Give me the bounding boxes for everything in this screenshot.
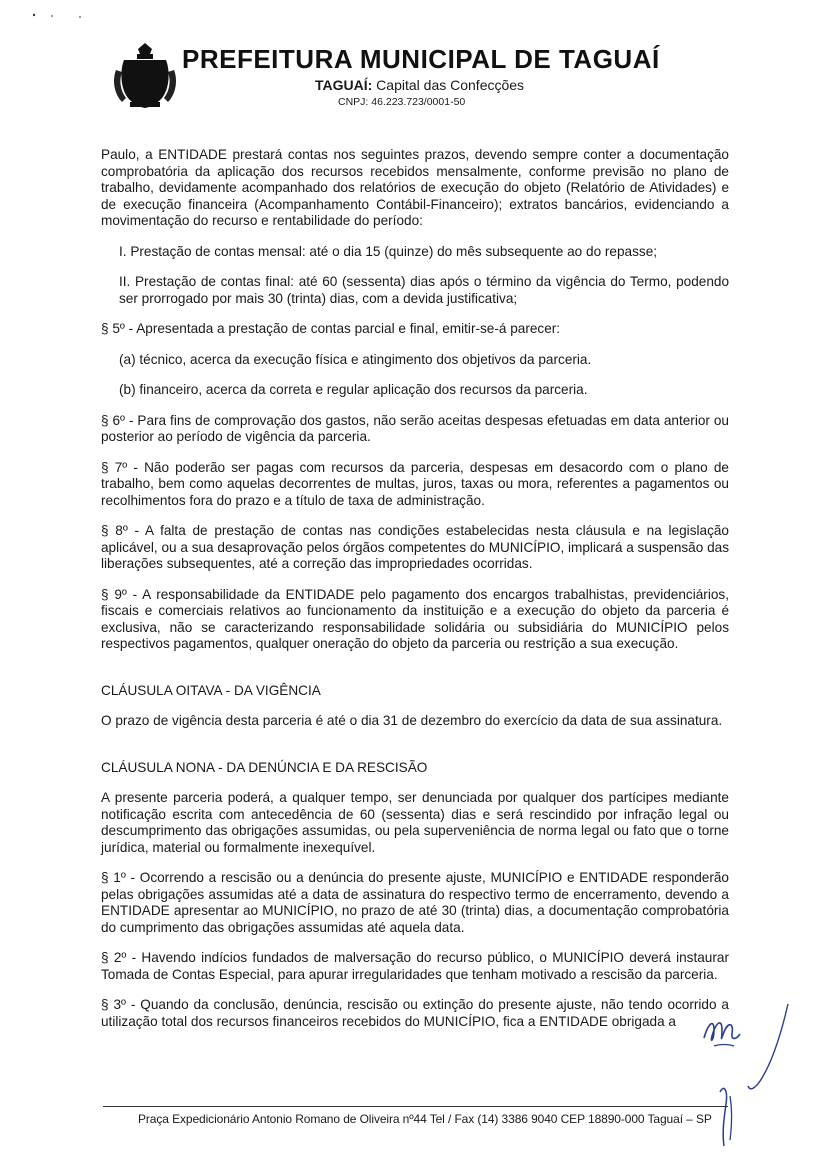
clause-heading: CLÁUSULA NONA - DA DENÚNCIA E DA RESCISÃO: [101, 759, 428, 775]
letterhead-cnpj: CNPJ: 46.223.723/0001-50: [338, 96, 466, 108]
paragraph: (b) financeiro, acerca da correta e regular aplicação dos recursos da parceria.: [119, 382, 588, 397]
handwritten-initials: [690, 1000, 800, 1150]
document-body: [101, 147, 729, 1030]
paragraph: § 2º - Havendo indícios fundados de malversação do recurso público, o MUNICÍPIO deverá instaurar Tomada de Contas Especial, para apurar irregularidades que tenham motivado a rescisão da parceria.: [101, 950, 729, 982]
letterhead-subtitle: [315, 77, 524, 93]
paragraph: § 8º - A falta de prestação de contas nas condições estabelecidas nesta cláusula e na legislação aplicável, ou a sua desaprovação pelos órgãos competentes do MUNICÍPIO, implicará a suspensão das liberações subsequentes, até a correção das impropriedades ocorridas.: [101, 523, 729, 571]
footer-rule: [103, 1106, 728, 1107]
paragraph: I. Prestação de contas mensal: até o dia 15 (quinze) do mês subsequente ao do repasse;: [119, 243, 658, 259]
paragraph: (a) técnico, acerca da execução física e atingimento dos objetivos da parceria.: [119, 351, 592, 367]
clause-heading: CLÁUSULA OITAVA - DA VIGÊNCIA: [101, 682, 321, 698]
subtitle-city: TAGUAÍ:: [315, 77, 373, 93]
subtitle-slogan: Capital das Confecções: [372, 77, 525, 93]
paragraph: Paulo, a ENTIDADE prestará contas nos seguintes prazos, devendo sempre conter a documentação comprobatória da aplicação dos recursos recebidos mensalmente, conforme previsão no plano de trabalho, devidamente acompanhado dos relatórios de execução do objeto (Relatório de Atividades) e de execução financeira (Acompanhamento Contábil-Financeiro); extratos bancários, evidenciando a movimentação do recurso e rentabilidade do período:: [101, 147, 729, 228]
letterhead-title: PREFEITURA MUNICIPAL DE TAGUAÍ: [182, 44, 660, 74]
paragraph: II. Prestação de contas final: até 60 (sessenta) dias após o término da vigência do Termo, podendo ser prorrogado por mais 30 (trinta) dias, com a devida justificativa;: [119, 274, 729, 306]
paragraph: § 9º - A responsabilidade da ENTIDADE pelo pagamento dos encargos trabalhistas, previdenciários, fiscais e comerciais relativos ao funcionamento da instituição e a execução do objeto da parceria é exclusiva, não se caracterizando responsabilidade solidária ou subsidiária do MUNICÍPIO pelos respectivos pagamentos, qualquer oneração do objeto da parceria ou restrição a sua execução.: [101, 586, 729, 651]
paragraph: A presente parceria poderá, a qualquer tempo, ser denunciada por qualquer dos partícipes mediante notificação escrita com antecedência de 60 (sessenta) dias e será rescindido por infração legal ou descumprimento das obrigações assumidas, ou pela superveniência de norma legal ou fato que o torne jurídica, material ou formalmente inexequível.: [101, 790, 729, 855]
paragraph: § 3º - Quando da conclusão, denúncia, rescisão ou extinção do presente ajuste, não tendo ocorrido a utilização total dos recursos financeiros recebidos do MUNICÍPIO, fica a ENTIDADE obrigada a: [101, 997, 729, 1029]
scan-specks: [30, 10, 90, 20]
footer-address: Praça Expedicionário Antonio Romano de Oliveira nº44 Tel / Fax (14) 3386 9040 CEP 18890-000 Taguaí – SP: [138, 1112, 712, 1126]
paragraph: § 1º - Ocorrendo a rescisão ou a denúncia do presente ajuste, MUNICÍPIO e ENTIDADE responderão pelas obrigações assumidas até a data de assinatura do respectivo termo de encerramento, devendo a ENTIDADE apresentar ao MUNICÍPIO, no prazo de até 30 (trinta) dias, a documentação comprobatória do cumprimento das obrigações assumidas até aquela data.: [101, 870, 729, 935]
paragraph: O prazo de vigência desta parceria é até o dia 31 de dezembro do exercício da data de sua assinatura.: [101, 713, 723, 728]
paragraph: § 7º - Não poderão ser pagas com recursos da parceria, despesas em desacordo com o plano de trabalho, bem como aquelas decorrentes de multas, juros, taxas ou mora, referentes a pagamentos ou recolhimentos fora do prazo e a título de taxa de administração.: [101, 459, 729, 508]
letterhead: [110, 40, 710, 110]
paragraph: § 6º - Para fins de comprovação dos gastos, não serão aceitas despesas efetuadas em data anterior ou posterior ao período de vigência da parceria.: [101, 412, 729, 444]
paragraph: § 5º - Apresentada a prestação de contas parcial e final, emitir-se-á parecer:: [101, 321, 561, 336]
municipal-crest-icon: [110, 40, 180, 110]
